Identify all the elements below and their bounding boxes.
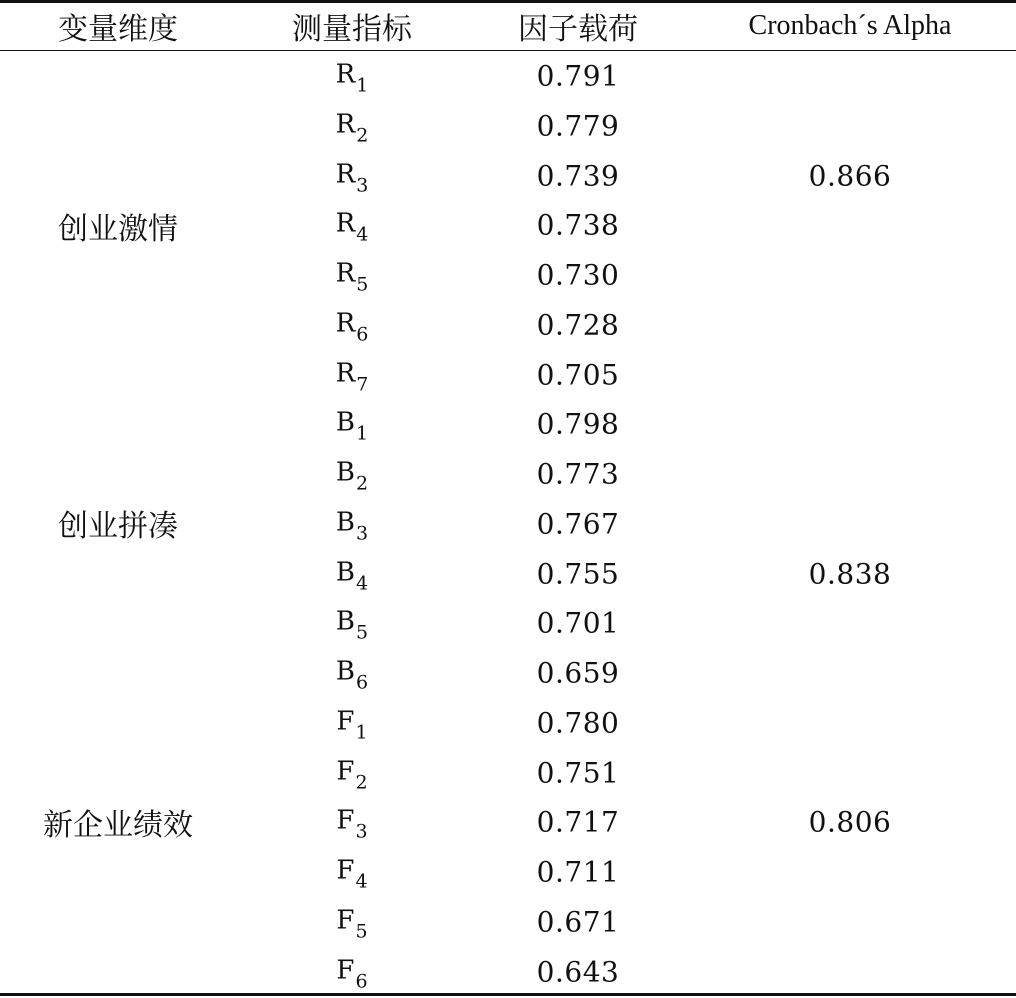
indicator-letter: B [335,457,356,488]
indicator-subscript: 7 [356,373,369,396]
indicator-subscript: 5 [355,920,368,943]
indicator-label [335,59,369,97]
indicator-letter: F [336,756,355,787]
indicator-label [335,109,369,147]
indicator-subscript: 5 [356,273,369,296]
indicator-subscript: 4 [355,870,368,893]
alpha-value: 0.838 [808,557,892,591]
indicator-label [336,805,368,843]
factor-loading-value: 0.728 [536,308,620,342]
indicator-subscript: 6 [356,323,369,346]
indicator-label [335,358,369,396]
factor-loading-value: 0.730 [536,258,620,292]
indicator-subscript: 5 [356,621,369,644]
indicator-subscript: 1 [355,721,368,744]
alpha-value: 0.866 [808,159,892,193]
header-indicator: 测量指标 [292,12,412,47]
indicator-letter: F [336,805,355,836]
indicator-label [335,308,369,346]
header-rule [0,50,1016,51]
factor-loading-value: 0.739 [536,159,620,193]
indicator-letter: R [335,159,356,190]
factor-loading-value: 0.701 [536,606,620,640]
indicator-label [335,606,369,644]
indicator-letter: F [336,955,355,986]
header-alpha: Cronbach´s Alpha [748,10,952,41]
indicator-letter: R [335,308,356,339]
indicator-label [335,656,369,694]
factor-loading-value: 0.711 [536,855,620,889]
indicator-letter: B [335,606,356,637]
indicator-subscript: 3 [356,522,369,545]
header-loading: 因子载荷 [518,12,638,47]
indicator-subscript: 3 [356,174,369,197]
indicator-subscript: 1 [356,74,369,97]
indicator-label [335,159,369,197]
factor-loading-value: 0.780 [536,706,620,740]
indicator-letter: F [336,855,355,886]
factor-loading-value: 0.659 [536,656,620,690]
dimension-label: 创业激情 [58,212,178,247]
indicator-letter: R [335,358,356,389]
factor-loading-value: 0.773 [536,457,620,491]
indicator-subscript: 2 [355,771,368,794]
indicator-subscript: 1 [356,422,369,445]
factor-loading-value: 0.767 [536,507,620,541]
dimension-label: 新企业绩效 [43,808,193,843]
indicator-letter: R [335,208,356,239]
factor-loading-value: 0.755 [536,557,620,591]
indicator-label [336,955,368,993]
factor-loading-value: 0.738 [536,208,620,242]
indicator-subscript: 3 [355,820,368,843]
alpha-value: 0.806 [808,805,892,839]
indicator-letter: F [336,706,355,737]
indicator-label [336,905,368,943]
indicator-letter: B [335,507,356,538]
indicator-letter: B [335,407,356,438]
factor-loading-value: 0.751 [536,756,620,790]
indicator-label [335,557,369,595]
indicator-letter: B [335,656,356,687]
indicator-subscript: 4 [356,223,369,246]
factor-loading-value: 0.791 [536,59,620,93]
indicator-subscript: 2 [356,472,369,495]
factor-loading-value: 0.643 [536,955,620,989]
factor-loading-value: 0.705 [536,358,620,392]
top-rule [0,0,1016,3]
indicator-letter: F [336,905,355,936]
header-dimension: 变量维度 [58,12,178,47]
dimension-label: 创业拼凑 [58,509,178,544]
indicator-letter: R [335,258,356,289]
factor-loading-value: 0.671 [536,905,620,939]
indicator-label [336,855,368,893]
indicator-label [335,258,369,296]
factor-loading-value: 0.717 [536,805,620,839]
indicator-subscript: 4 [356,572,369,595]
indicator-letter: B [335,557,356,588]
indicator-subscript: 6 [355,970,368,993]
indicator-subscript: 2 [356,124,369,147]
factor-loading-value: 0.798 [536,407,620,441]
indicator-label [336,706,368,744]
factor-loading-value: 0.779 [536,109,620,143]
indicator-label [336,756,368,794]
indicator-letter: R [335,109,356,140]
indicator-subscript: 6 [356,671,369,694]
indicator-letter: R [335,59,356,90]
indicator-label [335,208,369,246]
indicator-label [335,507,369,545]
bottom-rule [0,993,1016,996]
indicator-label [335,457,369,495]
indicator-label [335,407,369,445]
